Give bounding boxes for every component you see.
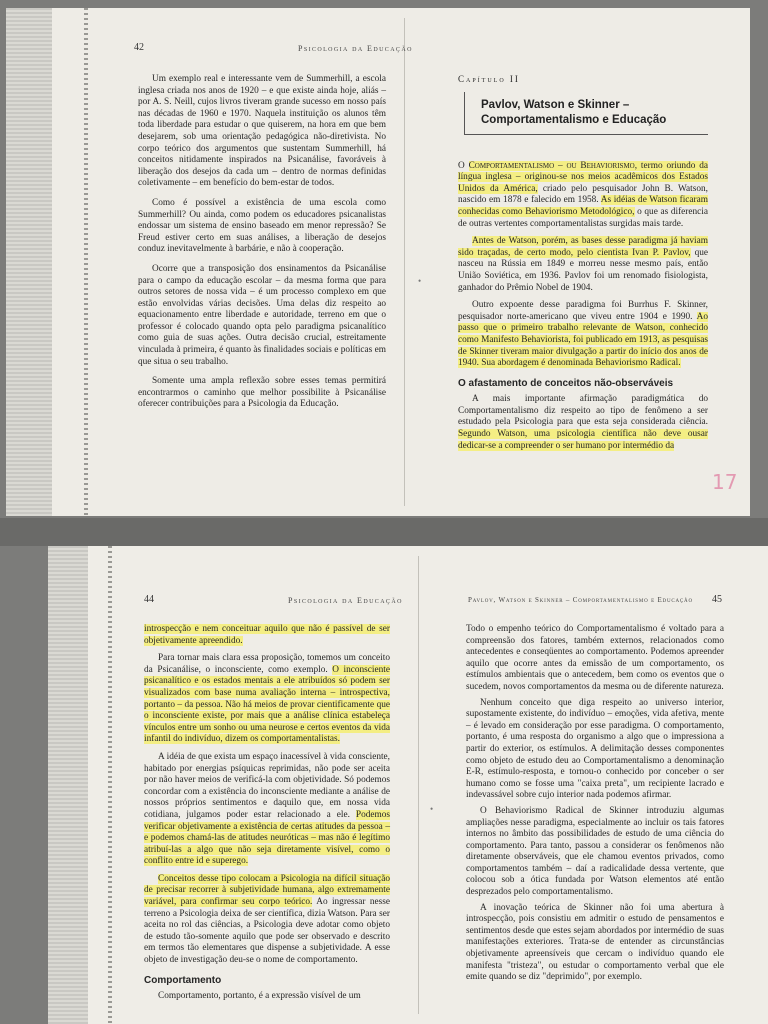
highlighted-text: Comportamentalismo – ou Behaviorismo, [468, 160, 638, 171]
left-column-text [144, 624, 390, 1003]
right-column-text [466, 624, 724, 984]
margin-dotted-line [84, 8, 88, 516]
gutter-line [418, 556, 419, 1014]
highlighted-text: As idéias de Watson ficaram conhecidas como Behaviorismo Metodológico, [458, 195, 708, 217]
paragraph [458, 394, 708, 452]
highlighted-text: Podemos verificar objetivamente a existência de certas atitudes da pessoa – e podemos chamá-las de atitudes neuróticas – mas não é legítimo atribuí-las a algo que não seja diretamente visível, como o conflito entre id e superego. [144, 809, 390, 867]
text-run: Outro expoente desse paradigma foi Burrhus F. Skinner, pesquisador norte-americano que viveu entre 1904 e 1990. [458, 300, 708, 322]
section-heading: O afastamento de conceitos não-observáveis [458, 377, 674, 389]
paragraph: Todo o empenho teórico do Comportamentalismo é voltado para a compreensão dos fatores, também externos, relacionados como antecedentes e conseqüentes ao comportamento. Podemos apreender aquilo que ocorre antes da emissão de um comportamento, os estímulos ambientais que o antecedem, bem como os eventos que o sucedem, novos comportamentos da mesma ou de diferente natureza. [466, 624, 724, 692]
chapter-title-line: Comportamentalismo e Educação [481, 113, 667, 126]
page-number: 44 [144, 594, 154, 605]
text-run: Para tornar mais clara essa proposição, tomemos um conceito da Psicanálise, o inconsciente, como exemplo. [144, 653, 390, 675]
text-run: A mais importante afirmação paradigmática do Comportamentalismo diz respeito ao tipo de fenômeno a ser estudado pela Psicologia para que esta seja considerada ciência. [458, 394, 708, 428]
paragraph [144, 624, 390, 647]
text-run: criado pelo pesquisador John B. Watson, nascido em 1878 e falecido em 1958. [458, 183, 708, 206]
paragraph [458, 161, 708, 231]
page-spread-42-43 [6, 8, 750, 516]
left-column-text [138, 74, 386, 411]
scan-gap [0, 518, 768, 546]
highlighted-text: Ao passo que o primeiro trabalho relevante de Watson, conhecido como Manifesto Behaviorista, foi publicado em 1913, as pesquisas de Skinner tiveram maior divulgação a partir do início dos anos de 1940. Sua abordagem é denominada Behaviorismo Radical. [458, 311, 708, 369]
page-number: 42 [134, 42, 144, 53]
chapter-label: Capítulo II [458, 74, 520, 84]
highlighted-text: Antes de Watson, porém, as bases desse paradigma já haviam sido traçadas, de certo modo, pelo cientista Ivan P. Pavlov, [458, 236, 708, 258]
margin-dot: • [430, 804, 434, 814]
highlighted-text: termo oriundo da língua inglesa – originou-se nos meios acadêmicos dos Estados Unidos da América, [458, 160, 708, 194]
paragraph: Comportamento, portanto, é a expressão visível de um [158, 991, 361, 1002]
highlighted-text: Segundo Watson, uma psicologia científica não deve ousar dedicar-se a compreender o ser humano por intermédio da [458, 429, 708, 451]
running-head: Pavlov, Watson e Skinner – Comportamentalismo e Educação [468, 596, 693, 604]
paragraph: Ocorre que a transposição dos ensinamentos da Psicanálise para o campo da educação escolar – da mesma forma que para outros setores de nossa vida – é um processo complexo em que estão envolvidas várias decisões. Uma delas diz respeito ao equacionamento entre liberdade e autoridade, terreno em que o professor é colocado quando opta pelo paradigma psicanalítico como guia de suas ações. Outra decisão crucial, estreitamente vinculada à primeira, é quanto às finalidades sociais e políticas em que situa o seu trabalho. [138, 263, 386, 367]
handwritten-page-mark: 17 [712, 470, 738, 494]
page-number: 45 [712, 594, 722, 605]
page-spread-44-45 [48, 546, 768, 1024]
text-run: Ao ingressar nesse terreno a Psicologia deixa de ser científica, dizia Watson. Para ser aceita no rol das ciências, a Psicologia deve adotar como objeto de estudo tão-somente aquilo que pode ser observado e descrito em termos tão elementares que dispense a subjetividade. A esse objeto de investigação deu-se o nome de comportamento. [144, 897, 390, 966]
paragraph [458, 300, 708, 370]
paragraph [144, 874, 390, 967]
gutter-line [404, 18, 405, 506]
text-run: que nasceu na Rússia em 1849 e morreu nesse mesmo país, então União Soviética, em 1936. Pavlov foi um renomado fisiologista, ganhador do Prêmio Nobel de 1904. [458, 247, 708, 293]
paragraph [458, 236, 708, 294]
text-run: O [458, 160, 469, 171]
paragraph: Nenhum conceito que diga respeito ao universo interior, supostamente existente, do indivíduo – emoções, vida afetiva, mente – é levado em consideração por esse paradigma. O comportamento, portanto, é uma resposta do organismo a algo que o impressiona a partir do exterior, os estímulos. A delimitação desses componentes como objeto de estudo deu ao Comportamentalismo a denominação E-R, estímulo-resposta, e tornou-o conhecido por conceber o ser humano como se fosse uma "caixa preta", um recipiente lacrado e indevassável sobre cujo interior nada podemos afirmar. [466, 697, 724, 801]
right-column-text [458, 74, 708, 452]
section-heading: Comportamento [144, 974, 222, 986]
paragraph: O Behaviorismo Radical de Skinner introduziu algumas ampliações nesse paradigma, especialmente ao incluir os tais fatores internos no âmbito das possibilidades de estudo de uma ciência do comportamento. Para tanto, passou a considerar os fenômenos não diretamente observáveis, que ele chamou eventos privados, como comportamentos também – daí a radicalidade dessa vertente, que colocou sob a ótica fundada por Watson elementos até então desprezados pelo comportamentalismo. [466, 805, 724, 898]
chapter-title-line: Pavlov, Watson e Skinner – [481, 98, 630, 111]
margin-dotted-line [108, 546, 112, 1024]
text-run: o que as diferencia de outras vertentes comportamentalistas surgidas mais tarde. [458, 206, 708, 229]
paragraph: Como é possível a existência de uma escola como Summerhill? Ou ainda, como podem os educadores psicanalistas endossar um sistema de ensino baseado em menor repressão? Se Freud estiver certo em suas análises, a liberação de desejos conduz inevitavelmente à barbárie, e não à cooperação. [138, 197, 386, 255]
binding-shadow [48, 546, 88, 1024]
chapter-title-box [464, 92, 708, 135]
paragraph [144, 653, 390, 746]
binding-shadow [6, 8, 52, 516]
running-head: Psicologia da Educação [298, 44, 413, 53]
paragraph: A inovação teórica de Skinner não foi uma abertura à introspecção, pois consistiu em admitir o estudo de pensamentos e sentimentos desde que estes sejam abordados por intermédio de suas manifestações exteriores. Trata-se de entender as circunstâncias objetivamente apreensíveis que cercam o indivíduo quando ele manifesta "tristeza", ou estudar o comportamento verbal que ele emite quando se diz "deprimido", por exemplo. [466, 902, 724, 983]
text-run: A idéia de que exista um espaço inacessível à vida consciente, habitado por energias psíquicas reprimidas, não pode ser aceita por não haver meios de verificá-la com objetividade. Só podemos concordar com a existência do inconsciente mediante a análise de nossos próprios sentimentos e daquilo que, em nossa vida cotidiana, julgamos poder estar relacionado a ele. [144, 751, 390, 820]
paragraph: Um exemplo real e interessante vem de Summerhill, a escola inglesa criada nos anos de 1920 – e que existe ainda hoje, aliás – por A. S. Neill, cujos livros tiveram grande sucesso em nosso país nas décadas de 1960 e 1970. Naquela instituição os alunos têm toda liberdade para estudar o que quiserem, na hora em que bem desejarem, sob uma orientação pedagógica não-diretivista. No corpo teórico dos argumentos que sustentam Summerhill, há conceitos nitidamente inspirados na Psicanálise, favoráveis à liberação dos desejos da cada um – dentro de normas definidas coletivamente – em benefício do bem-estar de todos. [138, 74, 386, 189]
highlighted-text: introspecção e nem conceituar aquilo que não é passível de ser objetivamente apreendido. [144, 624, 390, 646]
highlighted-text: O inconsciente psicanalítico e os estados mentais a ele atribuídos só podem ser visualizados com base numa avaliação interna – introspectiva, portanto – da pessoa. Não há meios de provar cientificamente que o inconsciente existe, por mais que a análise clínica estabeleça vínculos entre um sonho ou uma neurose e certos eventos da vida infantil do indivíduo, dizem os comportamentalistas. [144, 664, 390, 745]
margin-dot: • [418, 276, 422, 286]
highlighted-text: Conceitos desse tipo colocam a Psicologia na difícil situação de precisar recorrer à subjetividade humana, algo extremamente variável, para confirmar seu corpo teórico. [144, 873, 390, 908]
running-head: Psicologia da Educação [288, 596, 403, 605]
paragraph [144, 752, 390, 868]
paragraph: Somente uma ampla reflexão sobre esses temas permitirá encontrarmos o caminho que melhor possibilite à Psicanálise oferecer contribuições para a Psicologia da Educação. [138, 376, 386, 410]
